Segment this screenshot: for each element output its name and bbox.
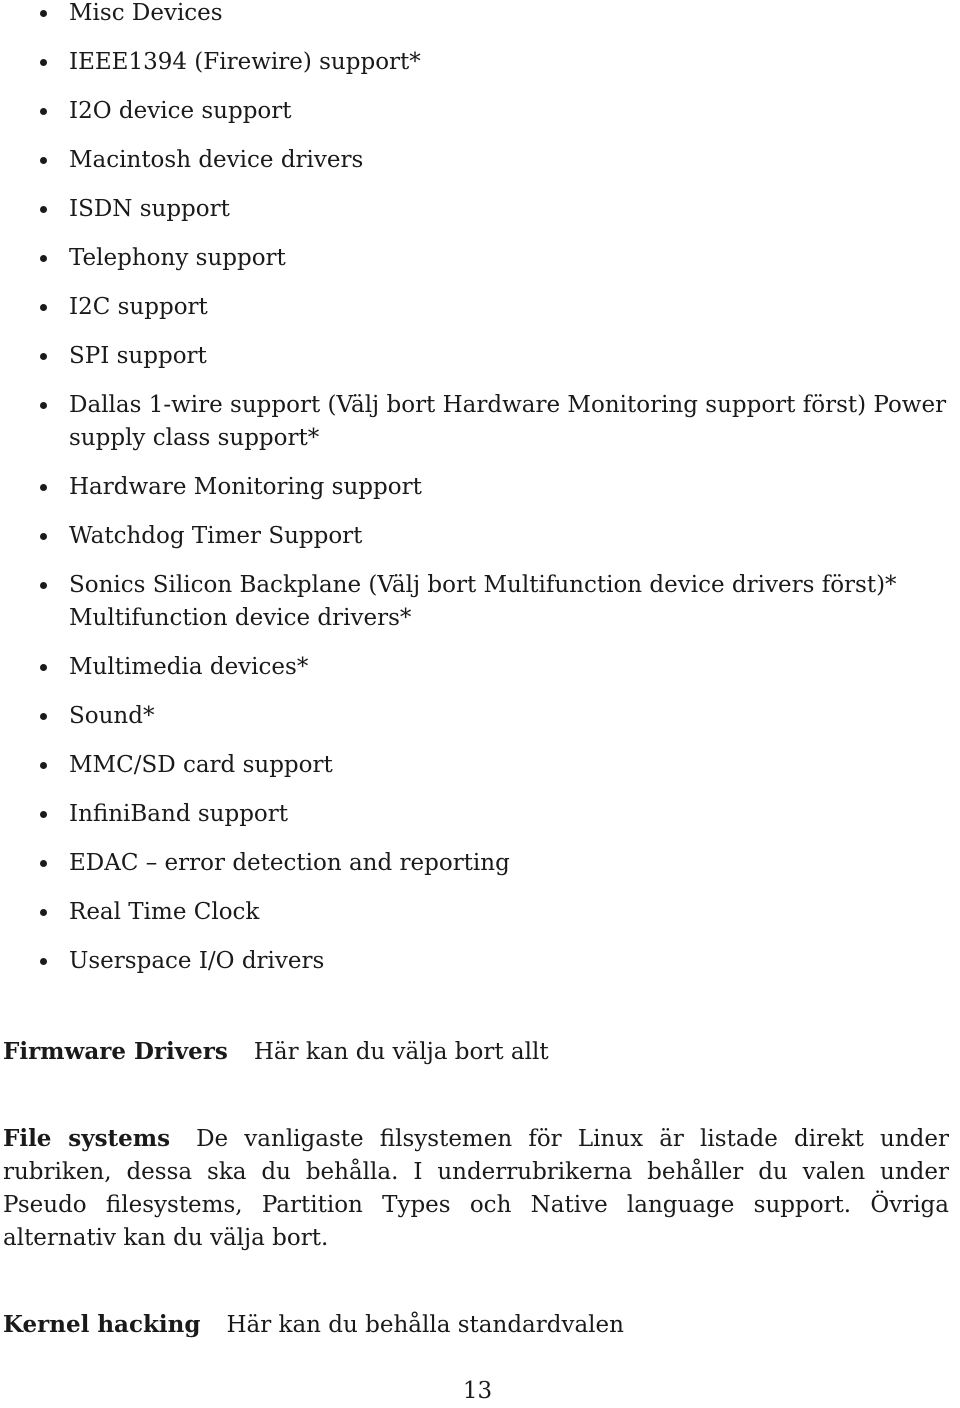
list-item: Watchdog Timer Support bbox=[0, 520, 955, 553]
bullet-icon bbox=[40, 533, 47, 540]
list-item: Sonics Silicon Backplane (Välj bort Multifunction device drivers först)* Multifunction device drivers* bbox=[0, 569, 955, 635]
section-heading: File systems bbox=[3, 1125, 171, 1152]
list-item: InfiniBand support bbox=[0, 798, 955, 831]
bullet-icon bbox=[40, 860, 47, 867]
bullet-icon bbox=[40, 353, 47, 360]
bullet-icon bbox=[40, 582, 47, 589]
list-item: Dallas 1-wire support (Välj bort Hardware Monitoring support först) Power supply class support* bbox=[0, 389, 955, 455]
list-item: Real Time Clock bbox=[0, 896, 955, 929]
bullet-icon bbox=[40, 958, 47, 965]
bullet-icon bbox=[40, 713, 47, 720]
list-item: Telephony support bbox=[0, 242, 955, 275]
bullet-icon bbox=[40, 909, 47, 916]
bullet-icon bbox=[40, 108, 47, 115]
bullet-icon bbox=[40, 484, 47, 491]
list-item: Hardware Monitoring support bbox=[0, 471, 955, 504]
list-item: IEEE1394 (Firewire) support* bbox=[0, 46, 955, 79]
section-text: Här kan du behålla standardvalen bbox=[226, 1312, 624, 1338]
section-file-systems bbox=[3, 1122, 949, 1255]
bullet-icon bbox=[40, 255, 47, 262]
list-item: Multimedia devices* bbox=[0, 651, 955, 684]
section-kernel-hacking bbox=[3, 1308, 949, 1342]
bullet-icon bbox=[40, 664, 47, 671]
section-heading: Kernel hacking bbox=[3, 1311, 201, 1338]
list-item: Userspace I/O drivers bbox=[0, 945, 955, 978]
bullet-icon bbox=[40, 59, 47, 66]
section-text: De vanligaste filsystemen för Linux är listade direkt under rubriken, dessa ska du behålla. I underrubrikerna behåller du valen under Pseudo filesystems, Partition Types och Native language support. Övriga alternativ kan du välja bort. bbox=[3, 1126, 949, 1251]
list-item: I2O device support bbox=[0, 95, 955, 128]
bullet-icon bbox=[40, 402, 47, 409]
section-text: Här kan du välja bort allt bbox=[253, 1039, 549, 1065]
bullet-icon bbox=[40, 157, 47, 164]
list-item: I2C support bbox=[0, 291, 955, 324]
list-item: ISDN support bbox=[0, 193, 955, 226]
list-item: MMC/SD card support bbox=[0, 749, 955, 782]
list-item: Macintosh device drivers bbox=[0, 144, 955, 177]
section-firmware-drivers bbox=[3, 1035, 949, 1069]
list-item: Misc Devices bbox=[0, 0, 955, 30]
bullet-icon bbox=[40, 206, 47, 213]
section-heading: Firmware Drivers bbox=[3, 1038, 228, 1065]
list-item: EDAC – error detection and reporting bbox=[0, 847, 955, 880]
bullet-icon bbox=[40, 304, 47, 311]
bullet-icon bbox=[40, 10, 47, 17]
list-item: SPI support bbox=[0, 340, 955, 373]
page-number: 13 bbox=[462, 1378, 493, 1404]
bullet-icon bbox=[40, 762, 47, 769]
bullet-icon bbox=[40, 811, 47, 818]
list-item: Sound* bbox=[0, 700, 955, 733]
